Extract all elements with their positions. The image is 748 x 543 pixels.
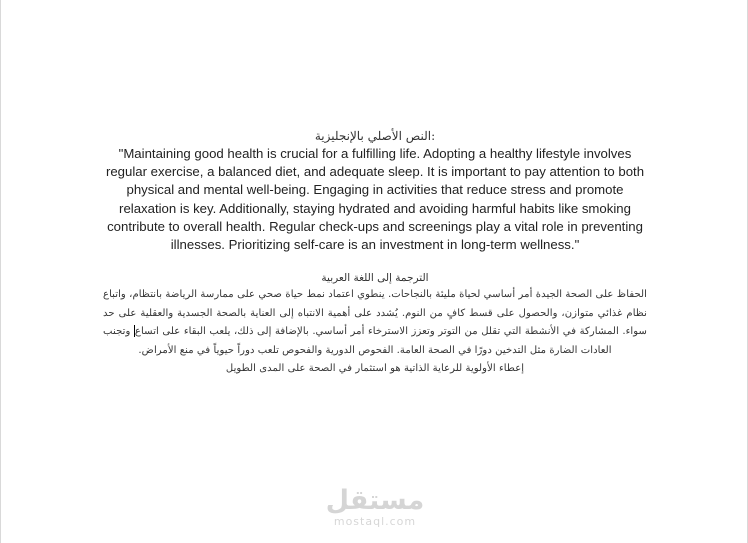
arabic-heading: الترجمة إلى اللغة العربية (321, 272, 429, 285)
english-heading: :النص الأصلي بالإنجليزية (314, 129, 436, 143)
arabic-text-part1: الحفاظ على الصحة الجيدة أمر أساسي لحياة مليئة بالنجاحات. ينطوي اعتماد نمط حياة صحي على ممارسة الرياضة بانتظام، واتباع نظام غذائي متوازن، والحصول على قسط كافٍ من النوم. يُشدد على أهمية الانتباه إلى العناية بالصحة الجسدية والعقلية على حد سواء. المشاركة في الأنشطة التي تقلل من التوتر وتعزز الاسترخاء أمر أساسي. بالإضافة إلى ذلك، يلعب البقاء على اتساع (103, 289, 647, 338)
arabic-text-last: إعطاء الأولوية للرعاية الذاتية هو استثمار في الصحة على المدى الطويل (225, 363, 525, 375)
document-content (97, 127, 653, 379)
arabic-text-part2: وتجنب العادات الضارة مثل التدخين دورًا في الصحة العامة. الفحوص الدورية والفحوص تلعب دوراً حيوياً في منع الأمراض. (103, 326, 612, 356)
mostaql-watermark (319, 486, 431, 528)
english-paragraph[interactable]: "Maintaining good health is crucial for a fulfilling life. Adopting a healthy lifestyle involves regular exercise, a balanced diet, and adequate sleep. It is important to pay attention to both physical and mental well-being. Engaging in activities that reduce stress and promote relaxation is key. Additionally, staying hydrated and avoiding harmful habits like smoking contribute to overall health. Regular check-ups and screenings play a vital role in preventing illnesses. Prioritizing self-care is an investment in long-term wellness." (105, 146, 645, 253)
arabic-paragraph[interactable] (97, 286, 653, 379)
watermark-site: mostaql.com (333, 515, 417, 528)
watermark-logo: مستقل (325, 485, 425, 516)
